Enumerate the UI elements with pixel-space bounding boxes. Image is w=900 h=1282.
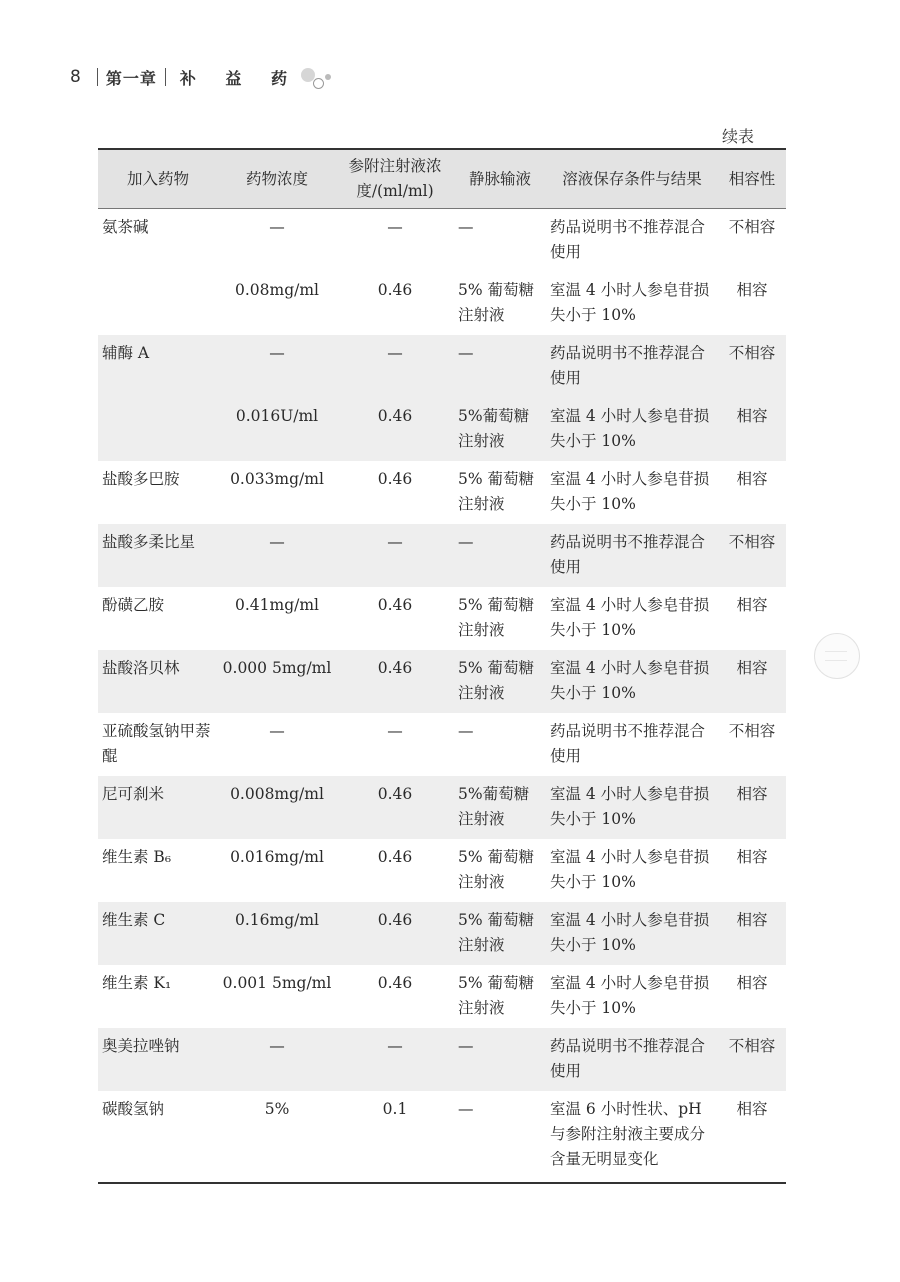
compatibility-cell: 相容 bbox=[736, 596, 768, 614]
drug-concentration-cell: 0.16mg/ml bbox=[234, 911, 319, 929]
table-row bbox=[98, 650, 786, 713]
shenfu-concentration-cell: — bbox=[387, 218, 403, 236]
shenfu-concentration-cell: 0.46 bbox=[377, 785, 413, 803]
storage-result-cell: 室温 4 小时人参皂苷损失小于 10% bbox=[550, 281, 710, 324]
infusion-cell: 5% 葡萄糖注射液 bbox=[458, 911, 535, 954]
watermark-seal-icon bbox=[814, 633, 860, 679]
running-head bbox=[70, 64, 341, 90]
decorative-circles-icon bbox=[301, 64, 341, 90]
divider bbox=[165, 68, 166, 86]
drug-name-cell: 碳酸氢钠 bbox=[98, 1091, 218, 1183]
drug-name-cell: 奥美拉唑钠 bbox=[102, 1037, 180, 1055]
infusion-cell: 5% 葡萄糖注射液 bbox=[458, 848, 535, 891]
infusion-cell: 5% 葡萄糖注射液 bbox=[458, 281, 535, 324]
drug-concentration-cell: 0.016mg/ml bbox=[230, 848, 324, 866]
table-row bbox=[98, 713, 786, 776]
drug-name-cell bbox=[98, 272, 218, 335]
drug-name-cell: 盐酸多巴胺 bbox=[102, 470, 180, 488]
storage-result-cell: 室温 4 小时人参皂苷损失小于 10% bbox=[550, 848, 710, 891]
storage-result-cell: 室温 6 小时性状、pH 与参附注射液主要成分含量无明显变化 bbox=[546, 1091, 718, 1183]
page-number: 8 bbox=[70, 67, 81, 87]
infusion-cell: — bbox=[458, 722, 474, 740]
table-row bbox=[98, 272, 786, 335]
table-row bbox=[98, 209, 786, 273]
infusion-cell: — bbox=[458, 533, 474, 551]
section-title: 补 益 药 bbox=[179, 68, 299, 88]
shenfu-concentration-cell: 0.46 bbox=[377, 596, 413, 614]
drug-name-cell: 维生素 K₁ bbox=[102, 974, 172, 992]
infusion-cell: 5% 葡萄糖注射液 bbox=[458, 596, 535, 639]
infusion-cell: 5%葡萄糖注射液 bbox=[458, 785, 530, 828]
drug-concentration-cell: — bbox=[269, 533, 285, 551]
drug-name-cell: 辅酶 A bbox=[102, 344, 150, 362]
infusion-cell: 5% 葡萄糖注射液 bbox=[458, 659, 535, 702]
infusion-cell: — bbox=[458, 218, 474, 236]
storage-result-cell: 药品说明书不推荐混合使用 bbox=[550, 344, 706, 387]
shenfu-concentration-cell: 0.46 bbox=[377, 911, 413, 929]
table-row bbox=[98, 1091, 786, 1183]
drug-name-cell bbox=[98, 398, 218, 461]
table-body bbox=[98, 209, 786, 1184]
drug-name-cell: 酚磺乙胺 bbox=[102, 596, 165, 614]
compatibility-cell: 相容 bbox=[736, 974, 768, 992]
drug-name-cell: 盐酸多柔比星 bbox=[102, 533, 196, 551]
shenfu-concentration-cell: 0.46 bbox=[377, 407, 413, 425]
compatibility-cell: 不相容 bbox=[728, 533, 776, 551]
table-row bbox=[98, 335, 786, 398]
table-row bbox=[98, 524, 786, 587]
drug-concentration-cell: — bbox=[269, 218, 285, 236]
compatibility-cell: 相容 bbox=[736, 659, 768, 677]
shenfu-concentration-cell: — bbox=[387, 1037, 403, 1055]
table-row bbox=[98, 839, 786, 902]
column-header: 相容性 bbox=[718, 149, 786, 209]
storage-result-cell: 室温 4 小时人参皂苷损失小于 10% bbox=[550, 407, 710, 450]
infusion-cell: — bbox=[458, 344, 474, 362]
table-row bbox=[98, 587, 786, 650]
drug-concentration-cell: 0.000 5mg/ml bbox=[222, 659, 332, 677]
table-row bbox=[98, 776, 786, 839]
drug-concentration-cell: 0.001 5mg/ml bbox=[222, 974, 332, 992]
shenfu-concentration-cell: 0.46 bbox=[377, 848, 413, 866]
table-row bbox=[98, 1028, 786, 1091]
drug-name-cell: 亚硫酸氢钠甲萘醌 bbox=[102, 722, 211, 765]
drug-concentration-cell: 0.033mg/ml bbox=[230, 470, 324, 488]
chapter-title: 第一章 bbox=[105, 68, 157, 88]
divider bbox=[97, 68, 98, 86]
storage-result-cell: 药品说明书不推荐混合使用 bbox=[550, 1037, 706, 1080]
infusion-cell: — bbox=[454, 1091, 546, 1183]
storage-result-cell: 室温 4 小时人参皂苷损失小于 10% bbox=[550, 911, 710, 954]
infusion-cell: 5% 葡萄糖注射液 bbox=[458, 974, 535, 1017]
drug-concentration-cell: — bbox=[269, 344, 285, 362]
shenfu-concentration-cell: — bbox=[387, 344, 403, 362]
drug-concentration-cell: 0.08mg/ml bbox=[234, 281, 319, 299]
storage-result-cell: 药品说明书不推荐混合使用 bbox=[550, 722, 706, 765]
drug-concentration-cell: — bbox=[269, 722, 285, 740]
infusion-cell: 5%葡萄糖注射液 bbox=[458, 407, 530, 450]
drug-name-cell: 氨茶碱 bbox=[102, 218, 149, 236]
storage-result-cell: 药品说明书不推荐混合使用 bbox=[550, 218, 706, 261]
table-row bbox=[98, 902, 786, 965]
compatibility-cell: 不相容 bbox=[728, 218, 776, 236]
drug-concentration-cell: 0.016U/ml bbox=[235, 407, 319, 425]
compatibility-cell: 不相容 bbox=[728, 344, 776, 362]
shenfu-concentration-cell: 0.46 bbox=[377, 974, 413, 992]
compatibility-cell: 不相容 bbox=[728, 1037, 776, 1055]
column-header: 药物浓度 bbox=[218, 149, 336, 209]
storage-result-cell: 室温 4 小时人参皂苷损失小于 10% bbox=[550, 659, 710, 702]
storage-result-cell: 室温 4 小时人参皂苷损失小于 10% bbox=[550, 974, 710, 1017]
table-row bbox=[98, 965, 786, 1028]
storage-result-cell: 室温 4 小时人参皂苷损失小于 10% bbox=[550, 785, 710, 828]
shenfu-concentration-cell: — bbox=[387, 722, 403, 740]
drug-name-cell: 维生素 B₆ bbox=[102, 848, 172, 866]
compatibility-cell: 相容 bbox=[718, 1091, 786, 1183]
compatibility-cell: 相容 bbox=[736, 470, 768, 488]
table-continued-label: 续表 bbox=[721, 127, 754, 146]
drug-concentration-cell: 0.008mg/ml bbox=[230, 785, 324, 803]
compatibility-table bbox=[98, 148, 786, 1184]
drug-concentration-cell: 0.41mg/ml bbox=[234, 596, 319, 614]
compatibility-cell: 相容 bbox=[736, 407, 768, 425]
storage-result-cell: 室温 4 小时人参皂苷损失小于 10% bbox=[550, 596, 710, 639]
table-row bbox=[98, 461, 786, 524]
column-header: 静脉输液 bbox=[454, 149, 546, 209]
shenfu-concentration-cell: 0.46 bbox=[377, 659, 413, 677]
shenfu-concentration-cell: 0.46 bbox=[377, 281, 413, 299]
infusion-cell: 5% 葡萄糖注射液 bbox=[458, 470, 535, 513]
storage-result-cell: 药品说明书不推荐混合使用 bbox=[550, 533, 706, 576]
compatibility-cell: 相容 bbox=[736, 785, 768, 803]
shenfu-concentration-cell: 0.46 bbox=[377, 470, 413, 488]
drug-concentration-cell: — bbox=[269, 1037, 285, 1055]
compatibility-cell: 不相容 bbox=[728, 722, 776, 740]
table-row bbox=[98, 398, 786, 461]
drug-name-cell: 尼可刹米 bbox=[102, 785, 165, 803]
drug-concentration-cell: 5% bbox=[218, 1091, 336, 1183]
compatibility-cell: 相容 bbox=[736, 848, 768, 866]
drug-name-cell: 盐酸洛贝林 bbox=[102, 659, 180, 677]
infusion-cell: — bbox=[458, 1037, 474, 1055]
column-header: 参附注射液浓度/(ml/ml) bbox=[336, 149, 454, 209]
shenfu-concentration-cell: 0.1 bbox=[336, 1091, 454, 1183]
table-header-row bbox=[98, 149, 786, 209]
compatibility-cell: 相容 bbox=[736, 281, 768, 299]
compatibility-cell: 相容 bbox=[736, 911, 768, 929]
drug-name-cell: 维生素 C bbox=[102, 911, 166, 929]
column-header: 加入药物 bbox=[98, 149, 218, 209]
shenfu-concentration-cell: — bbox=[387, 533, 403, 551]
storage-result-cell: 室温 4 小时人参皂苷损失小于 10% bbox=[550, 470, 710, 513]
column-header: 溶液保存条件与结果 bbox=[546, 149, 718, 209]
